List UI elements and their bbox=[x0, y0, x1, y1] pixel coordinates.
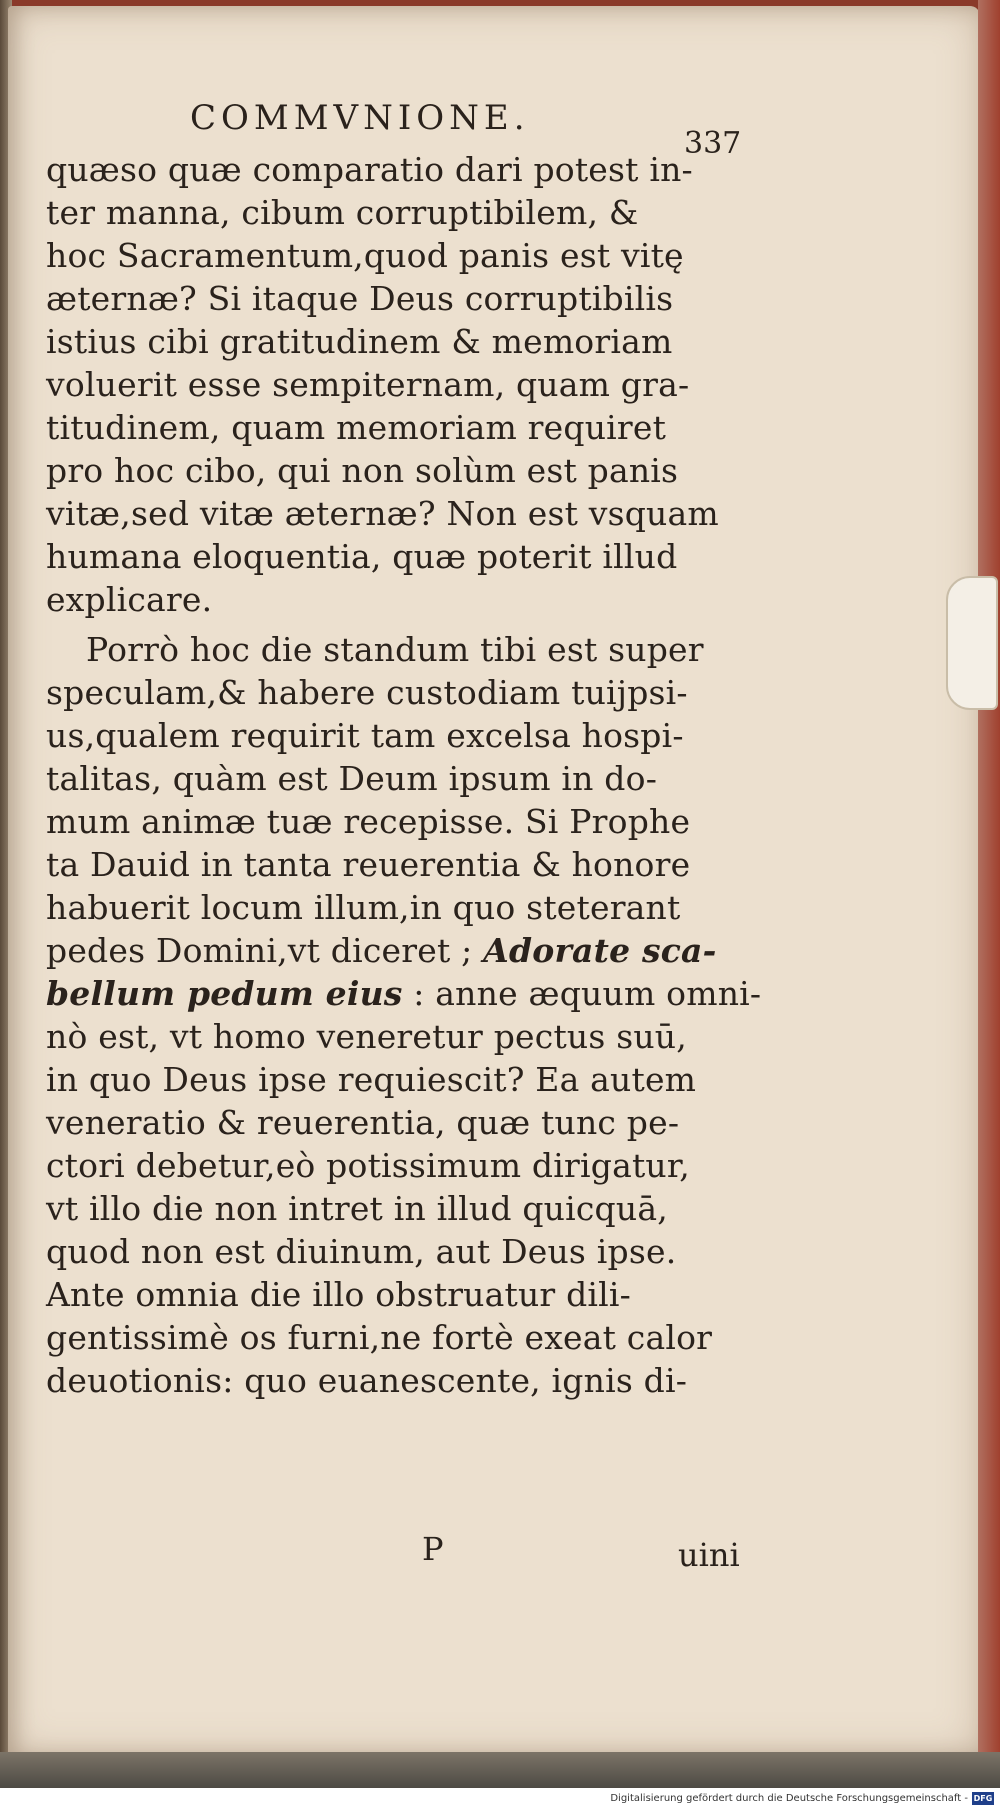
text-line bbox=[46, 931, 717, 971]
text-line: deuotionis: quo euanescente, ignis di- bbox=[46, 1361, 688, 1400]
text-line: ter manna, cibum corruptibilem, & bbox=[46, 193, 639, 232]
text-line: hoc Sacramentum,quod panis est vitę bbox=[46, 236, 684, 275]
text-line: vt illo die non intret in illud quicquā, bbox=[46, 1189, 668, 1228]
text-line: habuerit locum illum,in quo steterant bbox=[46, 888, 681, 927]
dfg-logo-icon: DFG bbox=[973, 1794, 993, 1803]
text-line: titudinem, quam memoriam requiret bbox=[46, 408, 667, 447]
catchword: uini bbox=[678, 1536, 740, 1574]
text-line: Ante omnia die illo obstruatur dili- bbox=[46, 1275, 632, 1314]
text-line: gentissimè os furni,ne fortè exeat calor bbox=[46, 1318, 713, 1357]
text-line: mum animæ tuæ recepisse. Si Prophe bbox=[46, 802, 691, 841]
text-line: us,qualem requirit tam excelsa hospi- bbox=[46, 716, 684, 755]
text-line: Porrò hoc die standum tibi est super bbox=[86, 630, 704, 669]
text-line: ta Dauid in tanta reuerentia & honore bbox=[46, 845, 691, 884]
text-line: voluerit esse sempiternam, quam gra- bbox=[46, 365, 690, 404]
text-line: istius cibi gratitudinem & memoriam bbox=[46, 322, 673, 361]
page-tab-marker bbox=[946, 576, 998, 710]
italic-quote-part2: bellum pedum eius bbox=[46, 974, 403, 1013]
book-bottom-edge bbox=[0, 1752, 1000, 1788]
text-line-part: pedes Domini,vt diceret ; bbox=[46, 931, 473, 970]
text-line: quod non est diuinum, aut Deus ipse. bbox=[46, 1232, 677, 1271]
page-edge bbox=[978, 0, 1000, 1788]
text-line-part: : anne æquum omni- bbox=[413, 974, 762, 1013]
text-line: talitas, quàm est Deum ipsum in do- bbox=[46, 759, 658, 798]
text-line: quæso quæ comparatio dari potest in- bbox=[46, 150, 693, 189]
text-line: æternæ? Si itaque Deus corruptibilis bbox=[46, 279, 674, 318]
text-line: in quo Deus ipse requiescit? Ea autem bbox=[46, 1060, 697, 1099]
text-line: speculam,& habere custodiam tuijpsi- bbox=[46, 673, 688, 712]
text-line bbox=[46, 974, 761, 1014]
text-line: vitæ,sed vitæ æternæ? Non est vsquam bbox=[46, 494, 719, 533]
text-line: ctori debetur,eò potissimum dirigatur, bbox=[46, 1146, 690, 1185]
text-line: nò est, vt homo veneretur pectus suū, bbox=[46, 1017, 687, 1056]
text-line: pro hoc cibo, qui non solùm est panis bbox=[46, 451, 679, 490]
signature-mark: P bbox=[422, 1530, 444, 1568]
text-line: explicare. bbox=[46, 580, 213, 619]
running-head: COMMVNIONE. bbox=[190, 98, 530, 138]
text-line: veneratio & reuerentia, quæ tunc pe- bbox=[46, 1103, 680, 1142]
page-number: 337 bbox=[684, 126, 742, 161]
footer-credit: Digitalisierung gefördert durch die Deutsche Forschungsgemeinschaft - bbox=[610, 1793, 968, 1804]
italic-quote-part1: Adorate sca- bbox=[483, 931, 717, 970]
text-line: humana eloquentia, quæ poterit illud bbox=[46, 537, 678, 576]
